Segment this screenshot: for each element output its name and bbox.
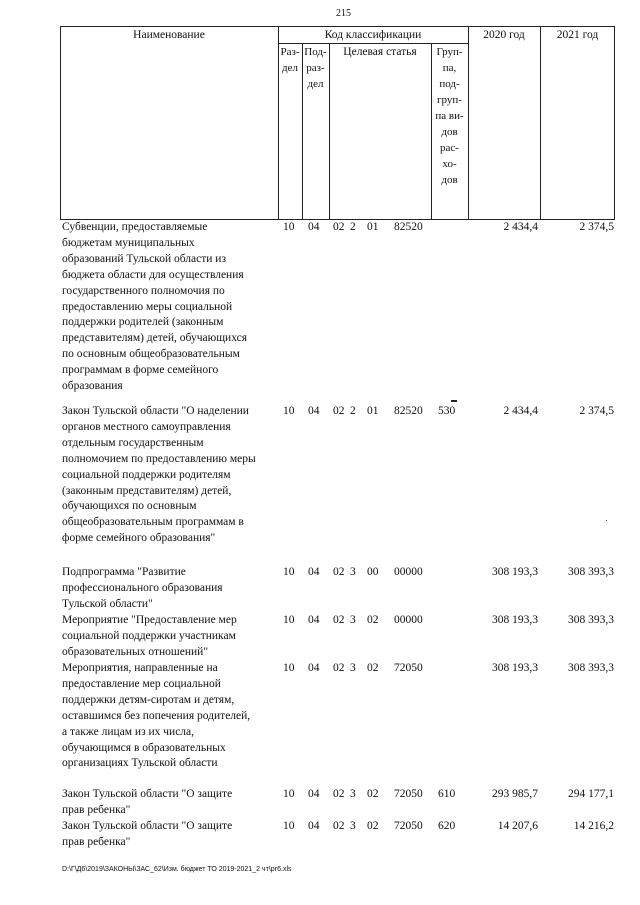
row-podrazdel: 04 <box>308 788 320 800</box>
row-value-2020: 308 193,3 <box>492 614 538 626</box>
row-target-subprogram: 3 <box>350 788 356 800</box>
row-value-2021: 14 216,2 <box>573 820 614 832</box>
row-target-subprogram: 3 <box>350 662 356 674</box>
row-razdel: 10 <box>283 788 295 800</box>
row-value-2020: 14 207,6 <box>497 820 538 832</box>
row-target-direction: 00000 <box>394 566 423 578</box>
row-value-2020: 293 985,7 <box>492 788 538 800</box>
row-value-2020: 308 193,3 <box>492 662 538 674</box>
stray-dot <box>606 520 607 521</box>
row-razdel: 10 <box>283 221 295 233</box>
row-name: Мероприятия, направленные на предоставление мер социальной поддержки детям-сиротам и детям, оставшимся без попечения родителей, а также лицам из их числа, обучающимся в образовательных организациях Тульской области <box>62 662 251 770</box>
row-target-event: 02 <box>367 788 379 800</box>
row-podrazdel: 04 <box>308 566 320 578</box>
row-podrazdel: 04 <box>308 662 320 674</box>
row-target-program: 02 <box>333 820 345 832</box>
row-target-program: 02 <box>333 221 345 233</box>
row-name: Мероприятие "Предоставление мер социальной поддержки участникам образовательных отношений" <box>62 614 237 658</box>
row-razdel: 10 <box>283 614 295 626</box>
row-name: Закон Тульской области "О защите прав ребенка" <box>62 788 233 816</box>
header-code-group: Код классификации <box>324 29 422 41</box>
row-target-subprogram: 3 <box>350 614 356 626</box>
row-podrazdel: 04 <box>308 405 320 417</box>
row-expense-group: 620 <box>438 820 456 832</box>
row-target-program: 02 <box>333 405 345 417</box>
row-razdel: 10 <box>283 405 295 417</box>
row-value-2021: 294 177,1 <box>568 788 614 800</box>
row-name: Закон Тульской области "О наделении органов местного самоуправления отдельным государственным полномочием по предоставлению меры социальной поддержки родителям (законным представителям) детей, обучающихся по основным общеобразовательным программам в форме семейного образования" <box>62 405 256 545</box>
row-target-program: 02 <box>333 566 345 578</box>
row-target-direction: 82520 <box>394 405 423 417</box>
row-target-direction: 82520 <box>394 221 423 233</box>
header-year-2021: 2021 год <box>556 29 599 41</box>
header-expense-group: Груп- па, под- груп- па ви- дов рас- хо- дов <box>435 46 464 186</box>
row-value-2020: 2 434,4 <box>503 221 538 233</box>
row-podrazdel: 04 <box>308 221 320 233</box>
row-target-subprogram: 2 <box>350 405 356 417</box>
row-value-2020: 308 193,3 <box>492 566 538 578</box>
row-value-2021: 308 393,3 <box>568 662 614 674</box>
row-target-program: 02 <box>333 614 345 626</box>
row-expense-group: 610 <box>438 788 456 800</box>
row-value-2021: 308 393,3 <box>568 614 614 626</box>
row-target-event: 02 <box>367 820 379 832</box>
header-name: Наименование <box>133 29 205 41</box>
row-razdel: 10 <box>283 662 295 674</box>
row-target-event: 02 <box>367 662 379 674</box>
row-name: Закон Тульской области "О защите прав ребенка" <box>62 820 233 848</box>
row-target-direction: 72050 <box>394 820 423 832</box>
row-target-program: 02 <box>333 788 345 800</box>
header-podrazdel: Под- раз- дел <box>304 46 327 90</box>
row-value-2021: 2 374,5 <box>579 405 614 417</box>
row-razdel: 10 <box>283 566 295 578</box>
row-target-direction: 72050 <box>394 662 423 674</box>
row-target-event: 01 <box>367 221 379 233</box>
file-path-footer: D:\Г\Д6\2019\ЗАКОНЫ\ЗАС_62\Изм. бюджет ТО 2019-2021_2 чт\рг6.xls <box>62 866 292 873</box>
stray-mark <box>451 400 457 402</box>
row-target-subprogram: 2 <box>350 221 356 233</box>
row-target-direction: 72050 <box>394 788 423 800</box>
row-razdel: 10 <box>283 820 295 832</box>
row-target-direction: 00000 <box>394 614 423 626</box>
row-value-2020: 2 434,4 <box>503 405 538 417</box>
header-year-2020: 2020 год <box>483 29 525 41</box>
row-podrazdel: 04 <box>308 820 320 832</box>
page-number: 215 <box>336 8 351 19</box>
header-target-article: Целевая статья <box>343 46 417 58</box>
row-target-subprogram: 3 <box>350 820 356 832</box>
row-name: Подпрограмма "Развитие профессионального образования Тульской области" <box>62 566 223 610</box>
row-target-subprogram: 3 <box>350 566 356 578</box>
row-target-program: 02 <box>333 662 345 674</box>
row-value-2021: 308 393,3 <box>568 566 614 578</box>
row-podrazdel: 04 <box>308 614 320 626</box>
row-target-event: 02 <box>367 614 379 626</box>
header-razdel: Раз- дел <box>280 46 300 74</box>
row-value-2021: 2 374,5 <box>579 221 614 233</box>
row-target-event: 01 <box>367 405 379 417</box>
row-expense-group: 530 <box>438 405 456 417</box>
row-name: Субвенции, предоставляемые бюджетам муниципальных образований Тульской области из бюджета области для осуществления государственного полномочия по предоставлению меры социальной поддержки родителей (законным представителям) детей, обучающихся по основным общеобразовательным программам в форме семейного образования <box>62 221 248 393</box>
row-target-event: 00 <box>367 566 379 578</box>
